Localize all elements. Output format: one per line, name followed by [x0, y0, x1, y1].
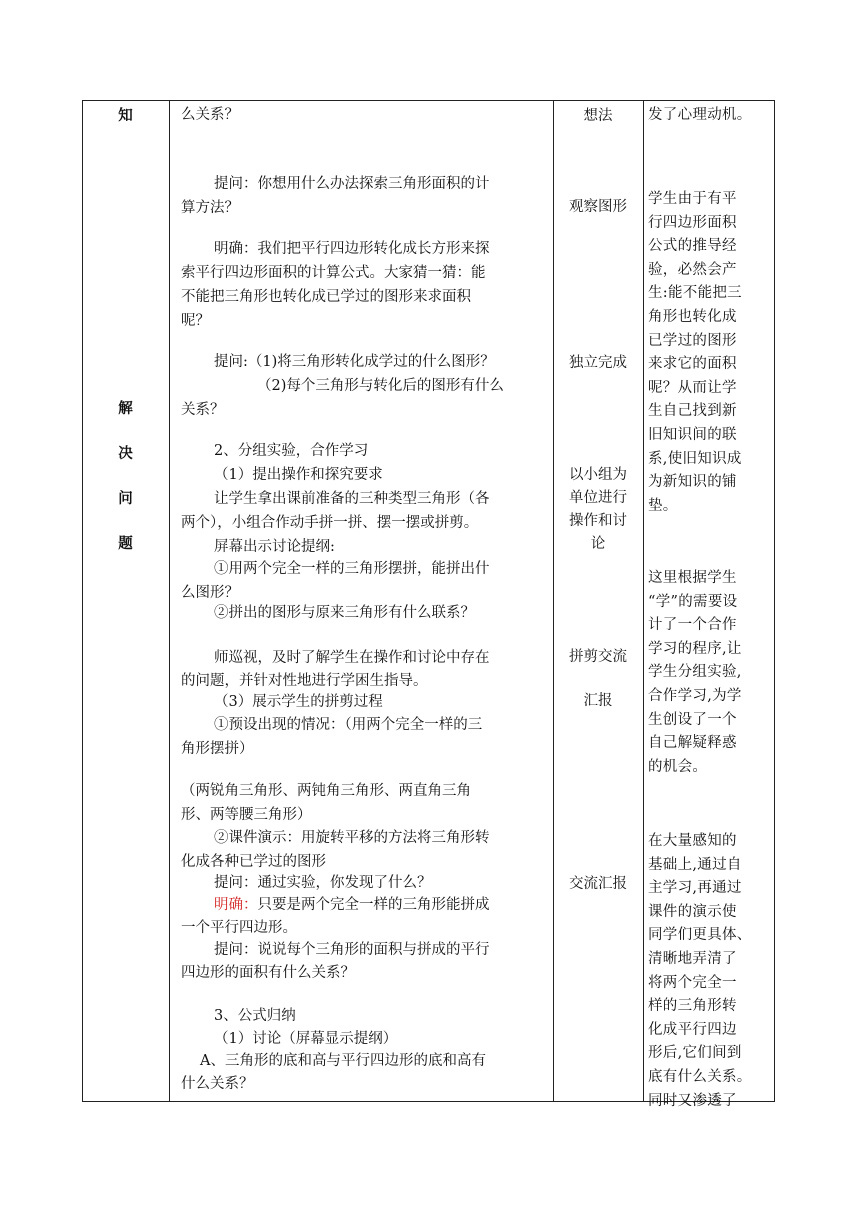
content-line	[214, 894, 490, 916]
content-line: 索平行四边形面积的计算公式。大家猜一猜：能	[181, 265, 486, 281]
rationale-line: 发了心理动机。	[648, 107, 752, 123]
content-line: 形、两等腰三角形）	[181, 807, 312, 823]
content-line: （1）讨论（屏幕显示提纲）	[214, 1031, 398, 1047]
rationale-block: 在大量感知的 基础上,通过自 主学习,再通过 课件的演示使 同学们更具体、 清晰地弄清了 将两个完全一 样的三角形转 化成平行四边 形后,它们间到 底有什么关系。 同时又渗透了	[648, 833, 752, 1109]
activity-text: 想法	[583, 108, 613, 124]
content-line: 提问：通过实验，你发现了什么？	[214, 875, 432, 891]
stage-char: 解	[118, 400, 133, 417]
highlight-label: 明确：	[214, 897, 258, 913]
content-line: ②课件演示：用旋转平移的方法将三角形转	[214, 830, 490, 846]
content-line: 提问:（1)将三角形转化成学过的什么图形？	[214, 354, 495, 370]
content-line: 化成各种已学过的图形	[181, 854, 326, 870]
content-line: ①用两个完全一样的三角形摆拼，能拼出什	[214, 561, 490, 577]
activity-text: 论	[590, 536, 606, 552]
content-line: 不能把三角形也转化成已学过的图形来求面积	[181, 289, 471, 305]
content-line: 明确：我们把平行四边形转化成长方形来探	[214, 241, 490, 257]
content-line: 么图形？	[181, 585, 239, 601]
activity-text: 单位进行	[569, 490, 627, 506]
content-line: ②拼出的图形与原来三角形有什么联系？	[214, 605, 475, 621]
content-line: 让学生拿出课前准备的三种类型三角形（各	[214, 491, 490, 507]
content-line: 算方法？	[181, 200, 239, 216]
stage-char: 问	[118, 490, 133, 507]
section-heading: 3、公式归纳	[214, 1008, 296, 1024]
content-line: （两锐角三角形、两钝角三角形、两直角三角	[181, 783, 471, 799]
content-line: 屏幕出示讨论提纲:	[214, 539, 335, 555]
content-line: 提问：说说每个三角形的面积与拼成的平行	[214, 942, 490, 958]
column-divider	[553, 100, 554, 1102]
column-divider	[643, 100, 644, 1102]
content-line: ①预设出现的情况：（用两个完全一样的三	[214, 717, 483, 733]
content-text: 只要是两个完全一样的三角形能拼成	[257, 897, 490, 913]
activity-text: 汇报	[583, 693, 613, 709]
activity-text: 以小组为	[569, 467, 627, 483]
rationale-block: 这里根据学生 “学”的需要设 计了一个合作 学习的程序,让 学生分组实验, 合作学习,为学 生创设了一个 自己解疑释惑 的机会。	[648, 570, 742, 775]
content-line: （2)每个三角形与转化后的图形有什么	[257, 378, 504, 394]
activity-text: 拼剪交流	[569, 649, 627, 665]
activity-text: 观察图形	[569, 199, 627, 215]
stage-char: 题	[118, 535, 133, 552]
content-line: 两个），小组合作动手拼一拼、摆一摆或拼剪。	[181, 515, 479, 531]
content-line: A、三角形的底和高与平行四边形的底和高有	[200, 1053, 486, 1069]
content-line: 什么关系？	[181, 1076, 254, 1092]
content-line: 么关系？	[181, 107, 239, 123]
content-line: 呢？	[181, 313, 210, 329]
activity-text: 操作和讨	[569, 513, 627, 529]
stage-char: 知	[118, 107, 133, 124]
section-heading: 2、分组实验，合作学习	[214, 443, 369, 459]
activity-text: 独立完成	[569, 355, 627, 371]
content-line: 角形摆拼）	[181, 741, 254, 757]
column-divider	[169, 100, 170, 1102]
content-line: 四边形的面积有什么关系？	[181, 965, 355, 981]
stage-char: 决	[118, 445, 133, 462]
content-line: 关系？	[181, 402, 225, 418]
content-line: 提问：你想用什么办法探索三角形面积的计	[214, 176, 490, 192]
content-line: 一个平行四边形。	[181, 920, 297, 936]
content-line: 的问题，并针对性地进行学困生指导。	[181, 673, 428, 689]
content-line: 师巡视，及时了解学生在操作和讨论中存在	[214, 650, 490, 666]
rationale-block: 学生由于有平 行四边形面积 公式的推导经 验，必然会产 生:能不能把三 角形也转化成 已学过的图形 来求它的面积 呢？从而让学 生自己找到新 旧知识间的联 系,使旧知识成 为新知识的铺 垫。	[648, 191, 742, 514]
content-line: （1）提出操作和探究要求	[214, 467, 383, 483]
content-line: （3）展示学生的拼剪过程	[214, 694, 383, 710]
activity-text: 交流汇报	[569, 876, 627, 892]
